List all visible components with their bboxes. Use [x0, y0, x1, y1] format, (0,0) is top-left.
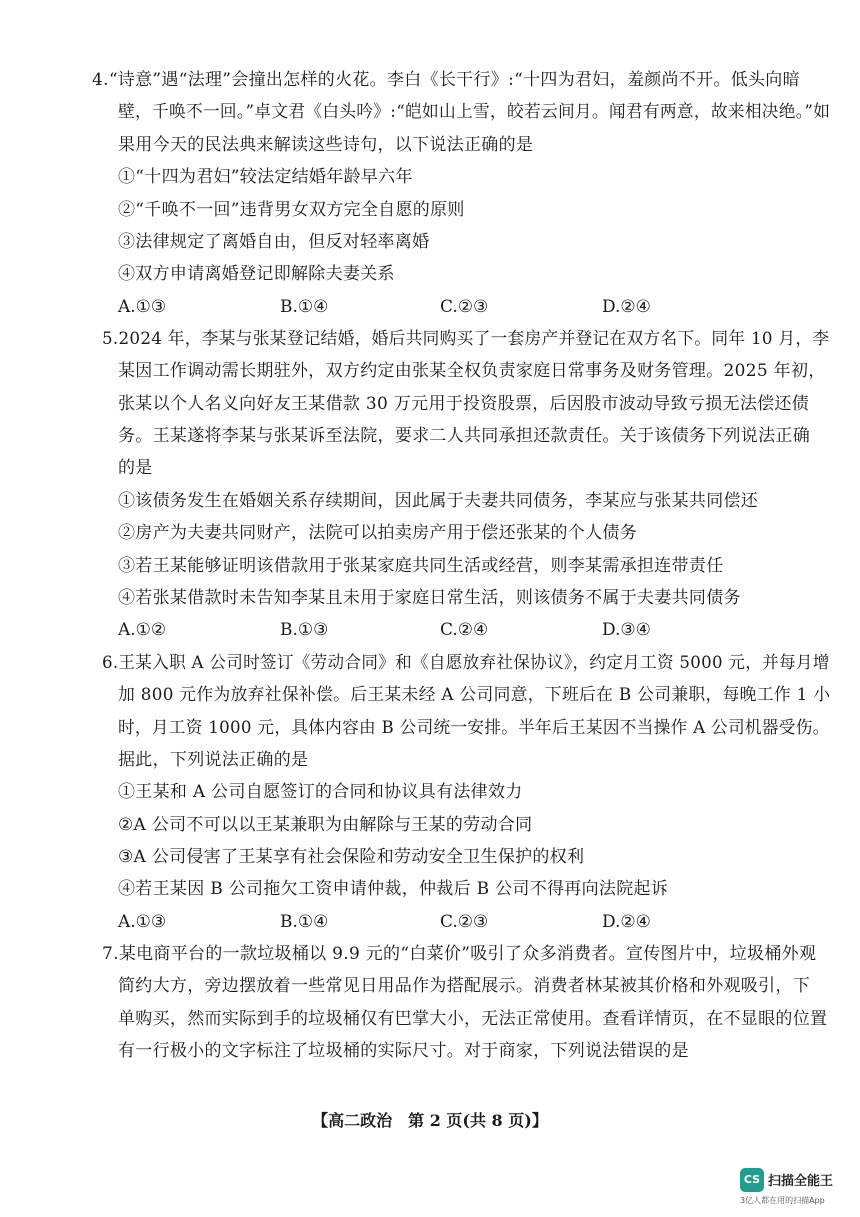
q6-option-b: B.①④	[280, 912, 329, 932]
q6-option-d: D.②④	[602, 912, 651, 932]
q7-stem-line: 有一行极小的文字标注了垃圾桶的实际尺寸。对于商家，下列说法错误的是	[118, 1041, 689, 1061]
q7-stem-line: 7.某电商平台的一款垃圾桶以 9.9 元的“白菜价”吸引了众多消费者。宣传图片中，垃圾桶外观	[102, 944, 817, 964]
q4-stem-line: 4.“诗意”遇“法理”会撞出怎样的火花。李白《长干行》:“十四为君妇，羞颜尚不开。低头向暗	[92, 70, 800, 90]
q4-option-a: A.①③	[118, 297, 167, 317]
q5-item: ③若王某能够证明该借款用于张某家庭共同生活或经营，则李某需承担连带责任	[118, 556, 724, 576]
q7-stem-line: 单购买，然而实际到手的垃圾桶仅有巴掌大小，无法正常使用。查看详情页，在不显眼的位置	[118, 1009, 828, 1029]
page-footer: 【高二政治 第 2 页(共 8 页)】	[312, 1111, 548, 1130]
camscanner-logo-icon: CS	[740, 1168, 764, 1192]
q6-item: ④若王某因 B 公司拖欠工资申请仲裁，仲裁后 B 公司不得再向法院起诉	[118, 879, 669, 899]
q5-item: ①该债务发生在婚姻关系存续期间，因此属于夫妻共同债务，李某应与张某共同偿还	[118, 491, 759, 511]
q6-stem-line: 加 800 元作为放弃社保补偿。后王某未经 A 公司同意，下班后在 B 公司兼职，每晚工作 1 小	[118, 685, 831, 705]
q6-stem-line: 据此，下列说法正确的是	[118, 750, 309, 770]
q5-option-c: C.②④	[440, 620, 489, 640]
q4-item: ②“千唤不一回”违背男女双方完全自愿的原则	[118, 200, 465, 220]
q6-item: ①王某和 A 公司自愿签订的合同和协议具有法律效力	[118, 782, 523, 802]
q4-option-c: C.②③	[440, 297, 489, 317]
q4-item: ③法律规定了离婚自由，但反对轻率离婚	[118, 232, 430, 252]
q6-stem-line: 6.王某入职 A 公司时签订《劳动合同》和《自愿放弃社保协议》，约定月工资 5000 元，并每月增	[102, 653, 830, 673]
q6-option-a: A.①③	[118, 912, 167, 932]
q5-item: ②房产为夫妻共同财产，法院可以拍卖房产用于偿还张某的个人债务	[118, 523, 637, 543]
q5-stem-line: 5.2024 年，李某与张某登记结婚，婚后共同购买了一套房产并登记在双方名下。同年 10 月，李	[102, 329, 830, 349]
q5-stem-line: 张某以个人名义向好友王某借款 30 万元用于投资股票，后因股市波动导致亏损无法偿还债	[118, 394, 810, 414]
q6-stem-line: 时，月工资 1000 元，具体内容由 B 公司统一安排。半年后王某因不当操作 A 公司机器受伤。	[118, 718, 830, 738]
q6-item: ③A 公司侵害了王某享有社会保险和劳动安全卫生保护的权利	[118, 847, 585, 867]
q4-item: ①“十四为君妇”较法定结婚年龄早六年	[118, 167, 413, 187]
q5-item: ④若张某借款时未告知李某且未用于家庭日常生活，则该债务不属于夫妻共同债务	[118, 588, 741, 608]
q5-stem-line: 的是	[118, 458, 153, 478]
q7-stem-line: 简约大方，旁边摆放着一些常见日用品作为搭配展示。消费者林某被其价格和外观吸引，下	[118, 976, 810, 996]
q5-stem-line: 某因工作调动需长期驻外，双方约定由张某全权负责家庭日常事务及财务管理。2025 年初，	[118, 361, 826, 381]
watermark-tagline: 3亿人都在用的扫描App	[740, 1196, 825, 1205]
q5-option-a: A.①②	[118, 620, 167, 640]
q6-option-c: C.②③	[440, 912, 489, 932]
watermark-app-name: 扫描全能王	[768, 1174, 834, 1189]
q4-option-d: D.②④	[602, 297, 651, 317]
q4-stem-line: 果用今天的民法典来解读这些诗句，以下说法正确的是	[118, 135, 534, 155]
q6-item: ②A 公司不可以以王某兼职为由解除与王某的劳动合同	[118, 815, 533, 835]
q5-option-d: D.③④	[602, 620, 651, 640]
q5-option-b: B.①③	[280, 620, 329, 640]
q4-option-b: B.①④	[280, 297, 329, 317]
q5-stem-line: 务。王某遂将李某与张某诉至法院，要求二人共同承担还款责任。关于该债务下列说法正确	[118, 426, 810, 446]
q4-item: ④双方申请离婚登记即解除夫妻关系	[118, 264, 395, 284]
q4-stem-line: 壁，千唤不一回。”卓文君《白头吟》:“皑如山上雪，皎若云间月。闻君有两意，故来相决绝。”如	[118, 102, 831, 122]
scanner-watermark	[740, 1168, 850, 1208]
